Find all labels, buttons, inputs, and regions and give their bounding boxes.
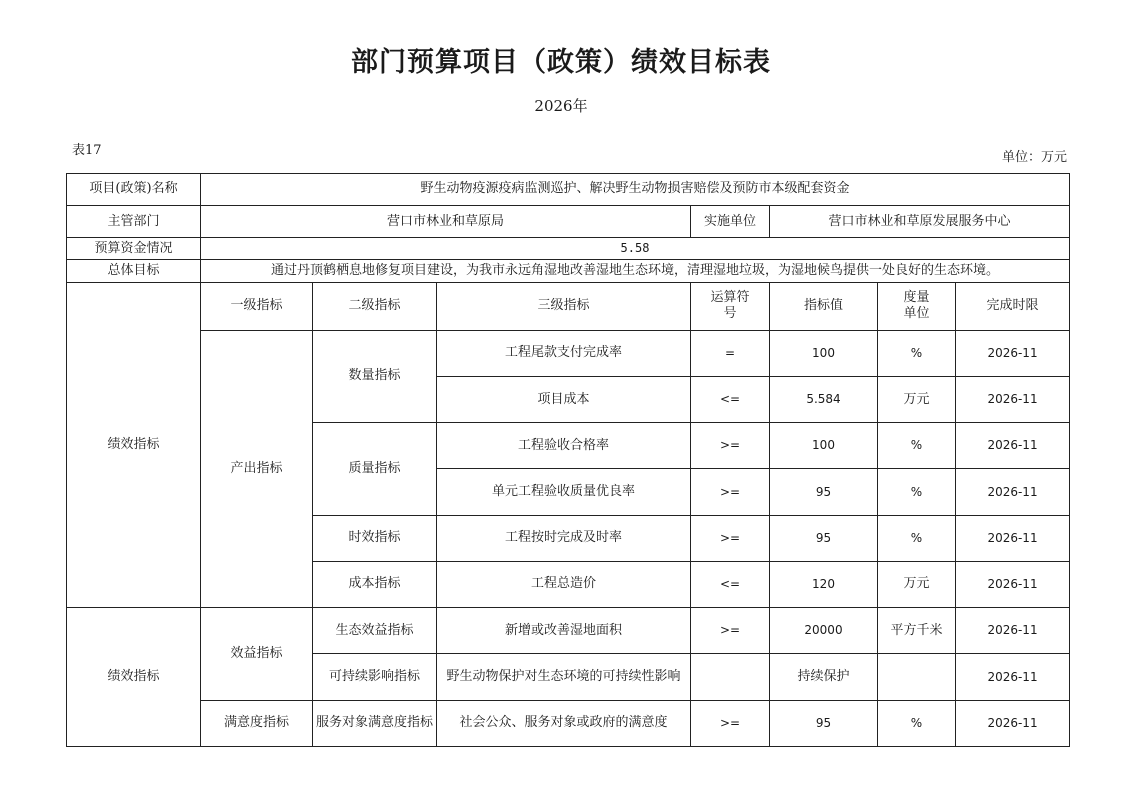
row-op: >= xyxy=(691,515,770,561)
col-value: 指标值 xyxy=(770,282,878,330)
row-value: 95 xyxy=(770,469,878,515)
project-name-label: 项目(政策)名称 xyxy=(67,174,201,206)
row-unit xyxy=(878,654,956,700)
row-deadline: 2026-11 xyxy=(956,423,1070,469)
row-unit: % xyxy=(878,700,956,746)
dept-value: 营口市林业和草原局 xyxy=(201,206,691,238)
page-title: 部门预算项目（政策）绩效目标表 xyxy=(351,47,771,78)
unit-label: 单位：万元 xyxy=(1001,150,1067,165)
row-op: >= xyxy=(691,608,770,654)
row-value: 100 xyxy=(770,330,878,376)
col-op: 运算符号 xyxy=(691,282,770,330)
row-deadline: 2026-11 xyxy=(956,515,1070,561)
row-deadline: 2026-11 xyxy=(956,330,1070,376)
col-level1: 一级指标 xyxy=(201,282,313,330)
table-row xyxy=(67,330,1070,376)
row-name: 工程验收合格率 xyxy=(437,423,691,469)
row-deadline: 2026-11 xyxy=(956,654,1070,700)
row-value: 持续保护 xyxy=(770,654,878,700)
department-row xyxy=(67,206,1070,238)
table-row xyxy=(67,608,1070,654)
row-op: <= xyxy=(691,561,770,607)
row-deadline: 2026-11 xyxy=(956,561,1070,607)
service-indicator: 服务对象满意度指标 xyxy=(313,700,437,746)
table-row xyxy=(67,700,1070,746)
goal-label: 总体目标 xyxy=(67,260,201,282)
timeliness-indicator: 时效指标 xyxy=(313,515,437,561)
row-deadline: 2026-11 xyxy=(956,377,1070,423)
eco-indicator: 生态效益指标 xyxy=(313,608,437,654)
row-op: >= xyxy=(691,423,770,469)
row-op: = xyxy=(691,330,770,376)
quantity-indicator: 数量指标 xyxy=(313,330,437,422)
row-value: 95 xyxy=(770,700,878,746)
dept-label: 主管部门 xyxy=(67,206,201,238)
goal-value: 通过丹顶鹤栖息地修复项目建设，为我市永远角湿地改善湿地生态环境，清理湿地垃圾，为湿地候鸟提供一处良好的生态环境。 xyxy=(201,260,1070,282)
col-deadline: 完成时限 xyxy=(956,282,1070,330)
row-value: 5.584 xyxy=(770,377,878,423)
row-value: 95 xyxy=(770,515,878,561)
sustain-indicator: 可持续影响指标 xyxy=(313,654,437,700)
performance-table xyxy=(66,173,1070,747)
row-name: 社会公众、服务对象或政府的满意度 xyxy=(437,700,691,746)
row-unit: % xyxy=(878,423,956,469)
row-unit: % xyxy=(878,515,956,561)
row-name: 项目成本 xyxy=(437,377,691,423)
budget-row xyxy=(67,238,1070,260)
output-indicator: 产出指标 xyxy=(201,330,313,607)
row-name: 工程按时完成及时率 xyxy=(437,515,691,561)
performance-table-wrapper xyxy=(66,173,1069,747)
year-label: 2026年 xyxy=(534,97,588,115)
row-unit: 万元 xyxy=(878,377,956,423)
row-op xyxy=(691,654,770,700)
row-deadline: 2026-11 xyxy=(956,700,1070,746)
row-value: 100 xyxy=(770,423,878,469)
row-unit: % xyxy=(878,469,956,515)
perf-indicator-group-2: 绩效指标 xyxy=(67,608,201,747)
impl-value: 营口市林业和草原发展服务中心 xyxy=(770,206,1070,238)
perf-indicator-group-1: 绩效指标 xyxy=(67,282,201,608)
table-number: 表17 xyxy=(72,143,102,158)
satisfaction-indicator: 满意度指标 xyxy=(201,700,313,746)
cost-indicator: 成本指标 xyxy=(313,561,437,607)
goal-row xyxy=(67,260,1070,282)
row-op: <= xyxy=(691,377,770,423)
row-unit: 平方千米 xyxy=(878,608,956,654)
budget-value: 5.58 xyxy=(201,238,1070,260)
row-deadline: 2026-11 xyxy=(956,608,1070,654)
row-name: 单元工程验收质量优良率 xyxy=(437,469,691,515)
col-level2: 二级指标 xyxy=(313,282,437,330)
row-unit: 万元 xyxy=(878,561,956,607)
impl-label: 实施单位 xyxy=(691,206,770,238)
col-unit: 度量单位 xyxy=(878,282,956,330)
column-header-row xyxy=(67,282,1070,330)
budget-label: 预算资金情况 xyxy=(67,238,201,260)
row-deadline: 2026-11 xyxy=(956,469,1070,515)
quality-indicator: 质量指标 xyxy=(313,423,437,515)
row-name: 新增或改善湿地面积 xyxy=(437,608,691,654)
row-value: 120 xyxy=(770,561,878,607)
row-op: >= xyxy=(691,469,770,515)
project-name-row xyxy=(67,174,1070,206)
row-op: >= xyxy=(691,700,770,746)
col-level3: 三级指标 xyxy=(437,282,691,330)
row-unit: % xyxy=(878,330,956,376)
row-value: 20000 xyxy=(770,608,878,654)
benefit-indicator: 效益指标 xyxy=(201,608,313,700)
project-name-value: 野生动物疫源疫病监测巡护、解决野生动物损害赔偿及预防市本级配套资金 xyxy=(201,174,1070,206)
row-name: 野生动物保护对生态环境的可持续性影响 xyxy=(437,654,691,700)
row-name: 工程总造价 xyxy=(437,561,691,607)
row-name: 工程尾款支付完成率 xyxy=(437,330,691,376)
